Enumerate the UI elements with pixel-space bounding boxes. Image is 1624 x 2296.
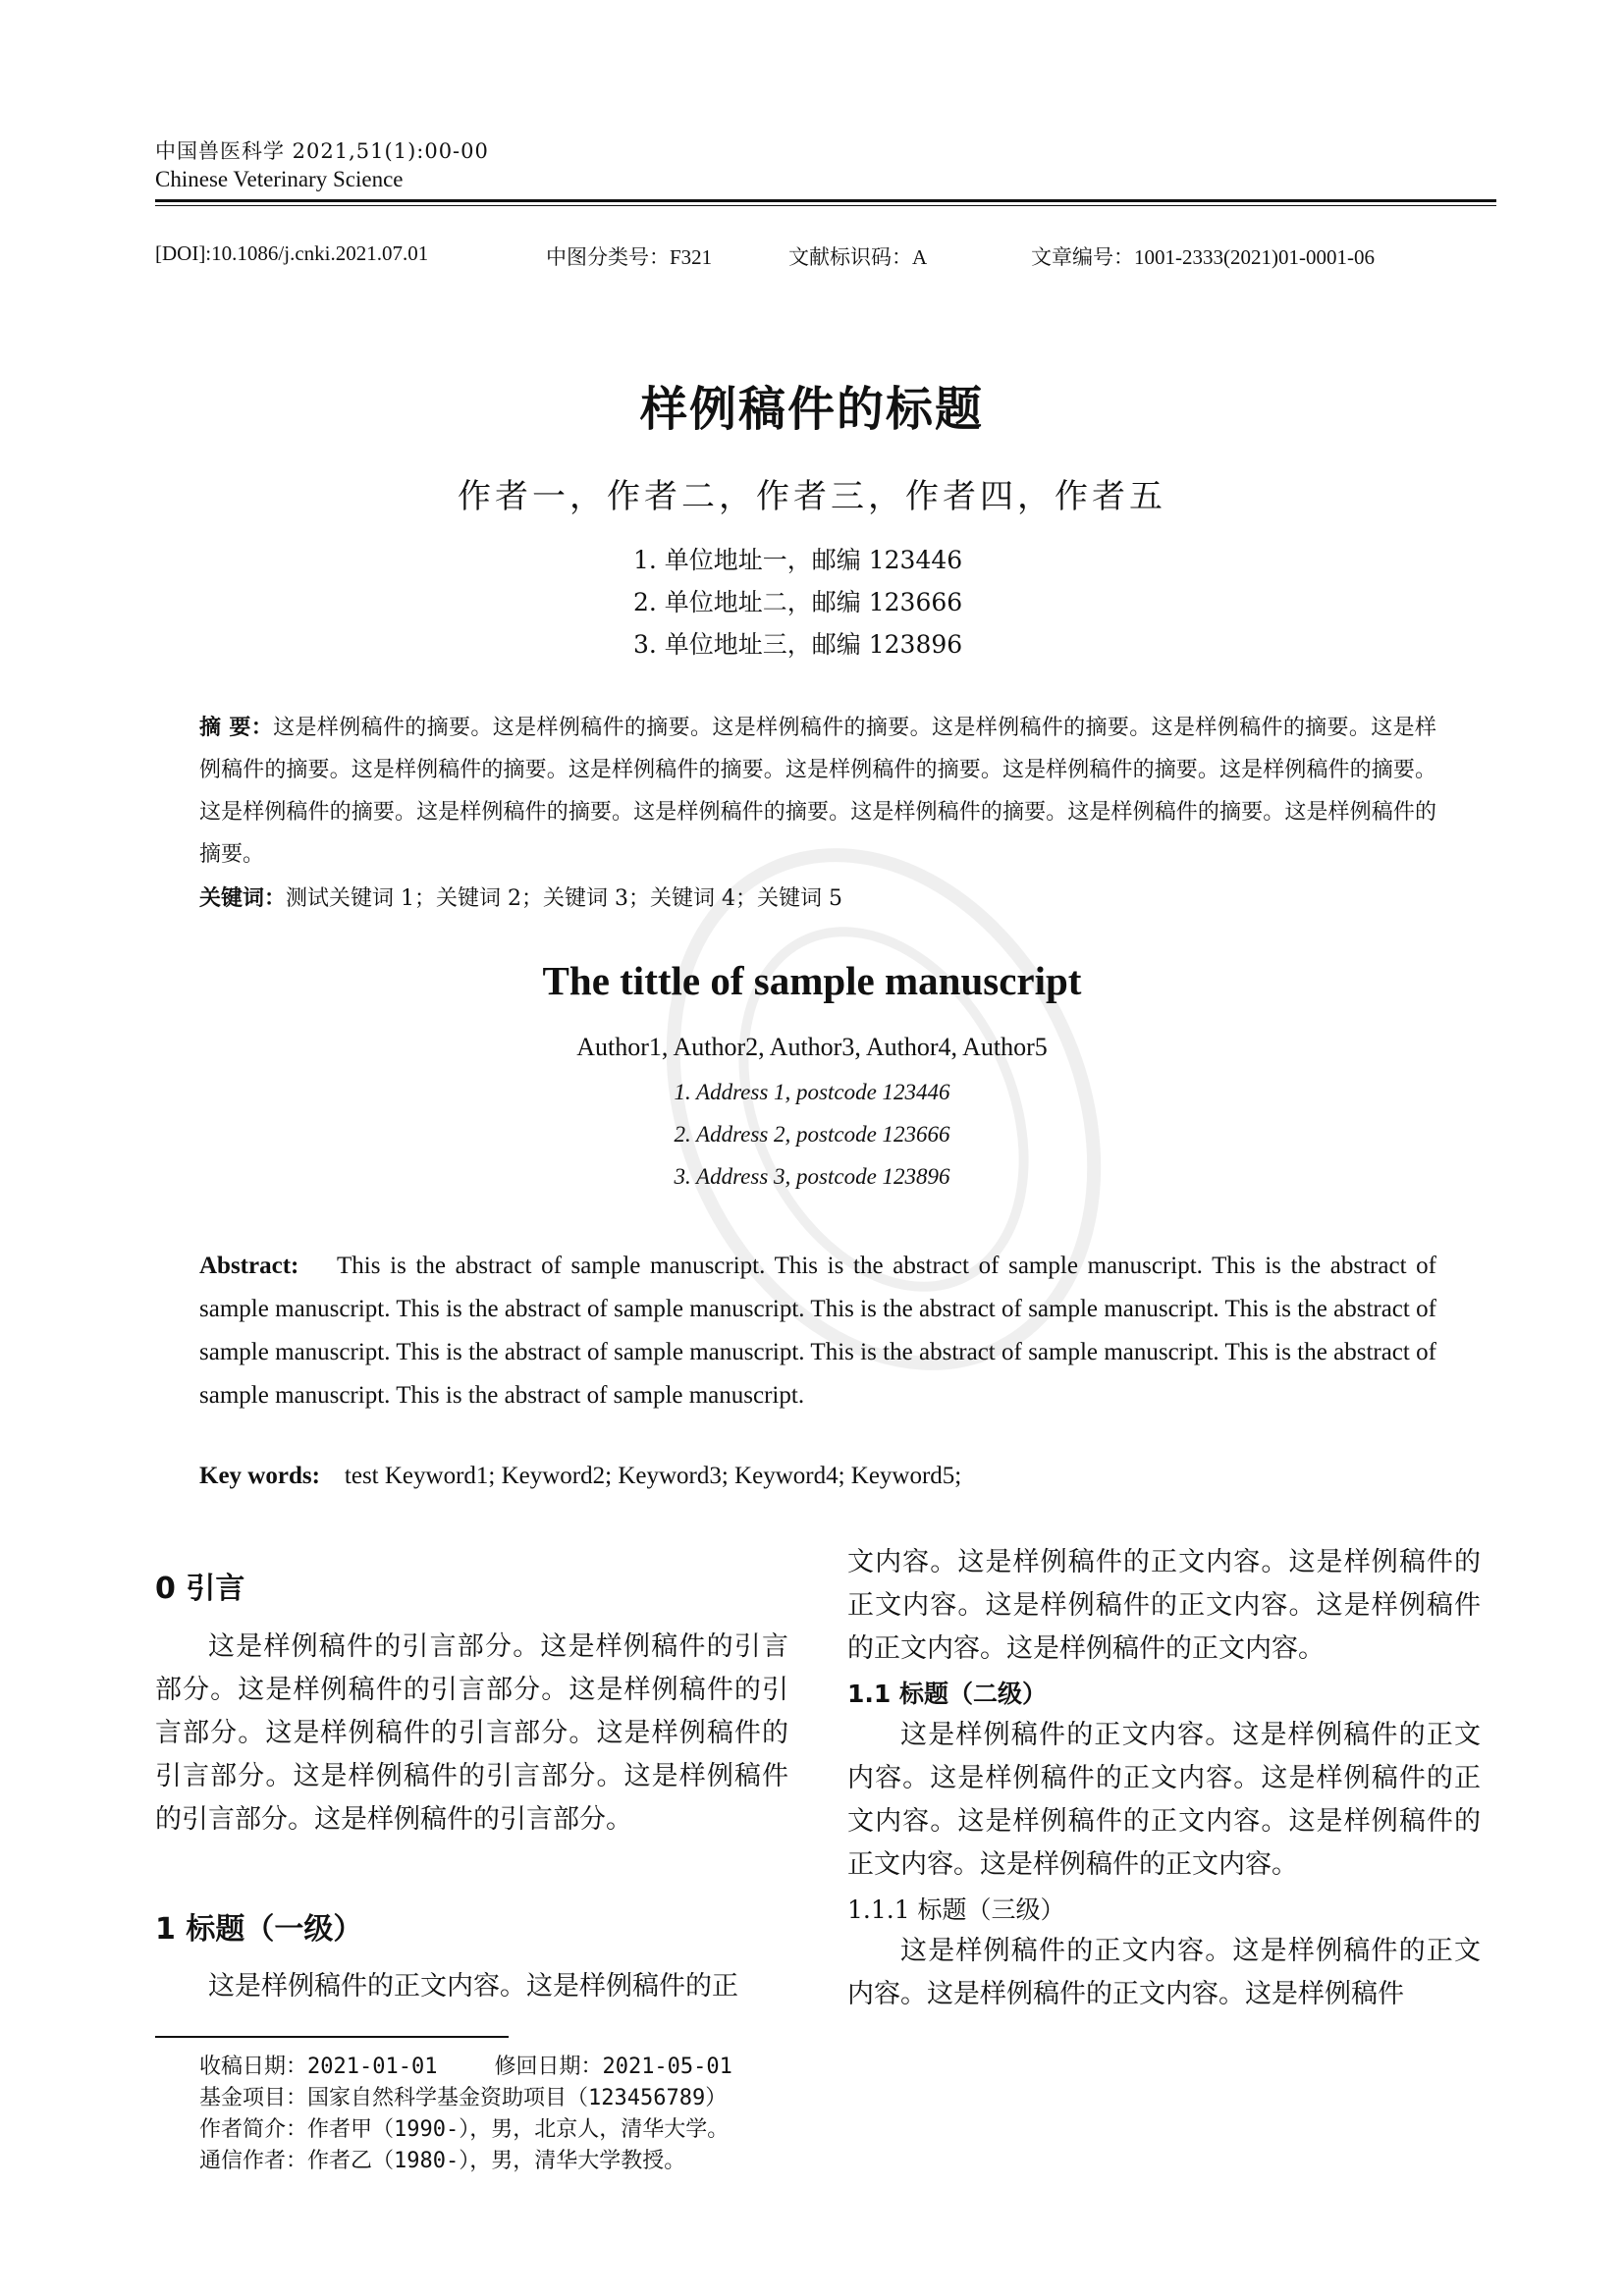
keywords-en [199,1463,1436,1490]
section-1-paragraph: 这是样例稿件的正文内容。这是样例稿件的正 [208,1971,738,2002]
keywords-en-text: test Keyword1; Keyword2; Keyword3; Keyword4; Keyword5; [344,1463,962,1489]
footnote-dates [199,2050,732,2080]
journal-name-cn: 中国兽医科学 2021,51(1):00-00 [155,139,489,163]
keywords-en-label: Key words: [199,1463,320,1489]
affiliation-cn-2: 2. 单位地址二，邮编 123666 [633,588,963,616]
revised-date: 修回日期：2021-05-01 [494,2055,732,2079]
footnote-fund: 基金项目：国家自然科学基金资助项目（123456789） [199,2086,728,2110]
abstract-cn-label: 摘 要： [199,716,274,740]
affiliation-en-2: 2. Address 2, postcode 123666 [674,1122,950,1147]
section-1-1-paragraph: 这是样例稿件的正文内容。这是样例稿件的正文内容。这是样例稿件的正文内容。这是样例稿件的正文内容。这是样例稿件的正文内容。这是样例稿件的正文内容。这是样例稿件的正文内容。 [847,1720,1481,1880]
section-1-1-1-body [847,1930,1481,2016]
section-1-1-body [847,1714,1481,1887]
article-number: 文章编号：1001-2333(2021)01-0001-06 [1031,245,1375,269]
abstract-en-text: This is the abstract of sample manuscript. This is the abstract of sample manuscript. This is the abstract of sample manuscript. This is the abstract of sample manuscript. This is the abstract of sample manuscript. This is the abstract of sample manuscript. This is the abstract of sample manuscript. This is the abstract of sample manuscript. This is the abstract of sample manuscript. This is the abstract of sample manuscript. [199,1253,1437,1409]
keywords-cn [199,881,1436,912]
section-heading-1-1-1: 1.1.1 标题（三级） [847,1896,1065,1924]
affiliation-en-3: 3. Address 3, postcode 123896 [674,1164,950,1189]
journal-name-en: Chinese Veterinary Science [155,167,404,191]
section-0-body [155,1626,788,1842]
author-list-cn: 作者一，作者二，作者三，作者四，作者五 [458,477,1166,516]
clc-number: 中图分类号：F321 [546,245,713,269]
affiliation-cn-1: 1. 单位地址一，邮编 123446 [633,546,963,574]
affiliation-en-1: 1. Address 1, postcode 123446 [674,1080,950,1104]
header-rule-thick [155,199,1496,202]
abstract-en-label: Abstract: [199,1253,299,1279]
footnote-author-bio: 作者简介：作者甲（1990-），男，北京人，清华大学。 [199,2117,730,2142]
keywords-cn-label: 关键词： [199,886,287,911]
section-heading-1: 1 标题（一级） [155,1912,363,1947]
section-1-body [155,1965,788,2008]
keywords-cn-text: 测试关键词 1；关键词 2；关键词 3；关键词 4；关键词 5 [286,886,842,911]
author-list-en: Author1, Author2, Author3, Author4, Author5 [576,1033,1048,1061]
footnote-rule [155,2036,509,2038]
abstract-en [199,1245,1436,1417]
document-code: 文献标识码：A [788,245,928,269]
affiliation-cn-3: 3. 单位地址三，邮编 123896 [633,630,963,659]
paper-title-cn: 样例稿件的标题 [639,382,984,437]
doi: [DOI]:10.1086/j.cnki.2021.07.01 [155,241,429,265]
section-heading-1-1: 1.1 标题（二级） [847,1680,1047,1708]
header-rule-thin [155,205,1496,206]
section-heading-0: 0 引言 [155,1572,245,1606]
right-column-continuation [847,1541,1481,1671]
section-0-paragraph: 这是样例稿件的引言部分。这是样例稿件的引言部分。这是样例稿件的引言部分。这是样例稿件的引言部分。这是样例稿件的引言部分。这是样例稿件的引言部分。这是样例稿件的引言部分。这是样例稿件的引言部分。这是样例稿件的引言部分。 [155,1631,788,1835]
abstract-cn [199,707,1436,876]
continued-paragraph: 文内容。这是样例稿件的正文内容。这是样例稿件的正文内容。这是样例稿件的正文内容。这是样例稿件的正文内容。这是样例稿件的正文内容。 [847,1547,1481,1664]
paper-title-en: The tittle of sample manuscript [542,958,1082,1003]
footnote-corresponding: 通信作者：作者乙（1980-），男，清华大学教授。 [199,2149,686,2173]
received-date: 收稿日期：2021-01-01 [199,2055,438,2079]
section-1-1-1-paragraph: 这是样例稿件的正文内容。这是样例稿件的正文内容。这是样例稿件的正文内容。这是样例稿件 [847,1936,1481,2009]
abstract-cn-text: 这是样例稿件的摘要。这是样例稿件的摘要。这是样例稿件的摘要。这是样例稿件的摘要。这是样例稿件的摘要。这是样例稿件的摘要。这是样例稿件的摘要。这是样例稿件的摘要。这是样例稿件的摘要。这是样例稿件的摘要。这是样例稿件的摘要。这是样例稿件的摘要。这是样例稿件的摘要。这是样例稿件的摘要。这是样例稿件的摘要。这是样例稿件的摘要。这是样例稿件的摘要。 [199,716,1436,867]
